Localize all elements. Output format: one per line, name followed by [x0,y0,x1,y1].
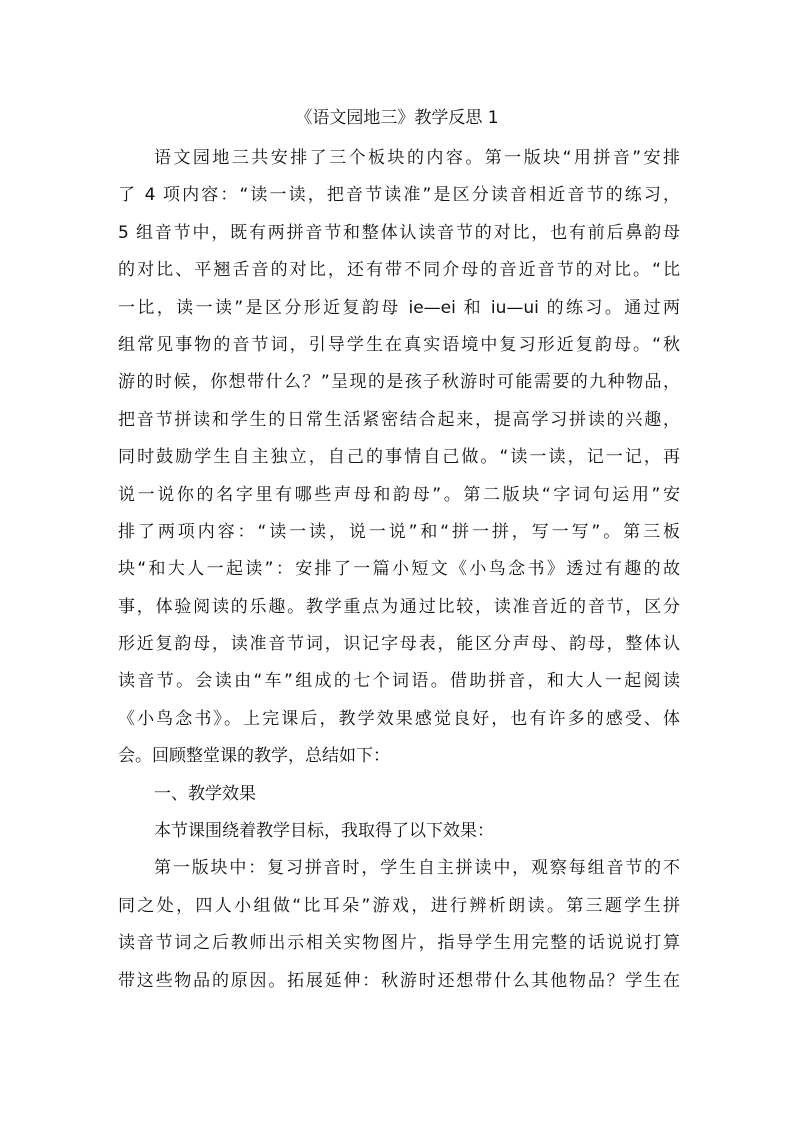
text-line: 形近复韵母，读准音节词，识记字母表，能区分声母、韵母，整体认 [118,634,680,655]
document-body [118,140,680,1000]
text-line: 《小鸟念书》。上完课后，教学效果感觉良好，也有许多的感受、体 [118,708,680,729]
text-line: 组常见事物的音节词，引导学生在真实语境中复习形近复韵母。“秋 [118,334,680,355]
text-line: 语文园地三共安排了三个板块的内容。第一版块“用拼音”安排 [154,148,680,168]
text-line: 读音节。会读由“车”组成的七个词语。借助拼音，和大人一起阅读 [118,671,680,692]
text-line: 说一说你的名字里有哪些声母和韵母”。第二版块“字词句运用”安 [118,484,680,505]
text-line: 5 组音节中，既有两拼音节和整体认读音节的对比，也有前后鼻韵母 [118,222,680,243]
section-heading: 一、教学效果 [154,783,256,804]
text-line: 第一版块中：复习拼音时，学生自主拼读中，观察每组音节的不 [154,858,680,879]
text-line: 会。回顾整堂课的教学，总结如下： [118,746,390,767]
text-line: 了 4 项内容：“读一读，把音节读准”是区分读音相近音节的练习， [118,185,680,206]
text-line: 读音节词之后教师出示相关实物图片，指导学生用完整的话说说打算 [118,933,680,954]
text-line: 游的时候，你想带什么？”呈现的是孩子秋游时可能需要的九种物品， [118,372,680,393]
text-line: 的对比、平翘舌音的对比，还有带不同介母的音近音节的对比。“比 [118,260,680,281]
text-line: 同之处，四人小组做“比耳朵”游戏，进行辨析朗读。第三题学生拼 [118,895,680,916]
text-line: 带这些物品的原因。拓展延伸：秋游时还想带什么其他物品？学生在 [118,970,680,991]
text-line: 事，体验阅读的乐趣。教学重点为通过比较，读准音近的音节，区分 [118,596,680,617]
text-line: 排了两项内容：“读一读，说一说”和“拼一拼，写一写”。第三板 [118,521,680,542]
text-line: 把音节拼读和学生的日常生活紧密结合起来，提高学习拼读的兴趣， [118,409,680,430]
text-line: 块“和大人一起读”：安排了一篇小短文《小鸟念书》透过有趣的故 [118,559,680,580]
text-line: 本节课围绕着教学目标，我取得了以下效果： [154,821,494,842]
document-title: 《语文园地三》教学反思 1 [295,108,499,128]
text-line: 一比，读一读”是区分形近复韵母 ie—ei 和 iu—ui 的练习。通过两 [118,297,680,318]
text-line: 同时鼓励学生自主独立，自己的事情自己做。“读一读，记一记，再 [118,447,680,468]
